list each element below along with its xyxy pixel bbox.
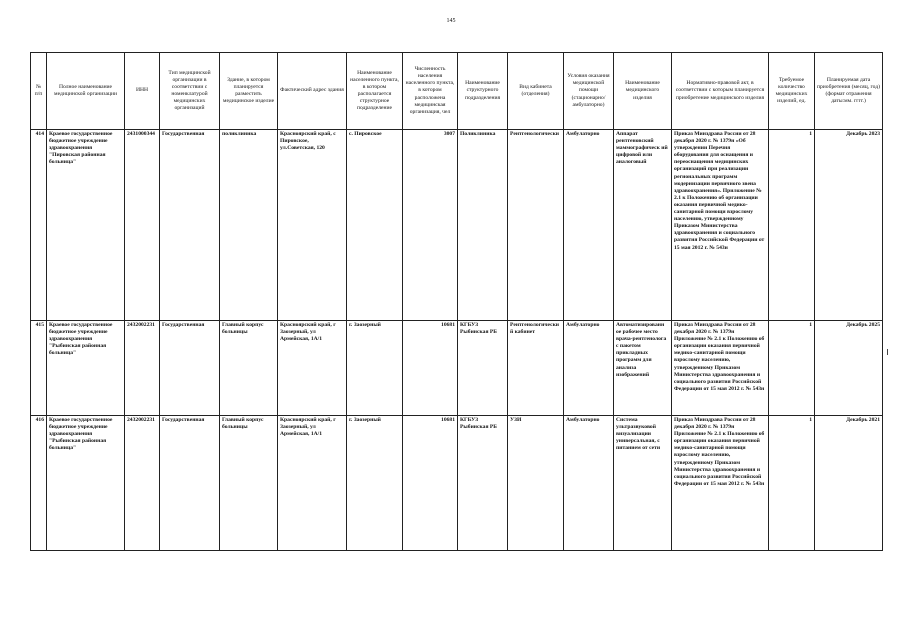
table-row bbox=[31, 130, 883, 321]
cell-conditions: Амбулаторно bbox=[564, 416, 614, 551]
cell-cabinet: Рентгенологически й кабинет bbox=[508, 321, 564, 416]
header-address: Фактический адрес здания bbox=[278, 53, 347, 130]
cell-num: 414 bbox=[31, 130, 47, 321]
cell-cabinet: УЗИ bbox=[508, 416, 564, 551]
cell-address: Красноярский край, г Заозерный, ул Армейская, 1А/1 bbox=[278, 416, 347, 551]
cell-org: Краевое государственное бюджетное учреждение здравоохранения "Рыбинская районная больница" bbox=[47, 321, 125, 416]
cell-device: Автоматизированн ое рабочее место врача-рентгенолога с пакетом прикладных программ для анализа изображений bbox=[614, 321, 672, 416]
cell-type: Государственная bbox=[160, 416, 220, 551]
header-date: Планируемая дата приобретения (месяц, год) (формат отражения даты:мм. гггг.) bbox=[815, 53, 883, 130]
cell-settlement: с. Пировское bbox=[347, 130, 403, 321]
table-row bbox=[31, 321, 883, 416]
cell-date: Декабрь 2021 bbox=[815, 416, 883, 551]
cell-building: поликлиника bbox=[220, 130, 278, 321]
cell-quantity: 1 bbox=[769, 416, 815, 551]
table-row bbox=[31, 416, 883, 551]
cell-settlement: г. Заозерный bbox=[347, 321, 403, 416]
header-row bbox=[31, 53, 883, 130]
cell-unit: Поликлиника bbox=[458, 130, 508, 321]
equipment-table bbox=[30, 52, 883, 551]
cell-unit: КГБУЗ Рыбинская РБ bbox=[458, 321, 508, 416]
cell-inn: 2431000344 bbox=[125, 130, 160, 321]
header-device: Наименование медицинского изделия bbox=[614, 53, 672, 130]
cell-conditions: Амбулаторно bbox=[564, 130, 614, 321]
cell-device: Аппарат рентгеновский маммографическ ий цифровой или аналоговый bbox=[614, 130, 672, 321]
header-quantity: Требуемое количество медицинских изделий, ед. bbox=[769, 53, 815, 130]
cell-population: 10681 bbox=[403, 416, 458, 551]
header-inn: ИНН bbox=[125, 53, 160, 130]
cell-act: Приказ Минздрава России от 28 декабря 2020 г. № 1379н Приложение № 2.1 к Положению об организации оказания первичной медико-санитарной помощи взрослому населению, утвержденному Приказом Министерства здравоохранения и социального развития Российской Федерации от 15 мая 2012 г. № 543н bbox=[672, 416, 769, 551]
cell-conditions: Амбулаторно bbox=[564, 321, 614, 416]
cell-quantity: 1 bbox=[769, 130, 815, 321]
cell-date: Декабрь 2025 bbox=[815, 321, 883, 416]
cell-settlement: г. Заозерный bbox=[347, 416, 403, 551]
cell-address: Красноярский край, с Пировское, ул.Советская, 120 bbox=[278, 130, 347, 321]
cell-address: Красноярский край, г Заозерный, ул Армейская, 1А/1 bbox=[278, 321, 347, 416]
cell-building: Главный корпус больницы bbox=[220, 321, 278, 416]
cell-num: 415 bbox=[31, 321, 47, 416]
header-cabinet: Вид кабинета (отделения) bbox=[508, 53, 564, 130]
cell-inn: 2432002231 bbox=[125, 416, 160, 551]
header-building: Здание, в котором планируется разместить медицинское изделие bbox=[220, 53, 278, 130]
cell-building: Главный корпус больницы bbox=[220, 416, 278, 551]
cell-device: Система ультразвуковой визуализации универсальная, с питанием от сети bbox=[614, 416, 672, 551]
header-num: № п/п bbox=[31, 53, 47, 130]
margin-mark bbox=[887, 349, 888, 355]
cell-type: Государственная bbox=[160, 321, 220, 416]
cell-unit: КГБУЗ Рыбинская РБ bbox=[458, 416, 508, 551]
cell-org: Краевое государственное бюджетное учреждение здравоохранения "Рыбинская районная больница" bbox=[47, 416, 125, 551]
header-conditions: Условия оказания медицинской помощи (стационарно/ амбулаторно) bbox=[564, 53, 614, 130]
cell-population: 3007 bbox=[403, 130, 458, 321]
cell-date: Декабрь 2023 bbox=[815, 130, 883, 321]
cell-num: 416 bbox=[31, 416, 47, 551]
cell-type: Государственная bbox=[160, 130, 220, 321]
cell-quantity: 1 bbox=[769, 321, 815, 416]
cell-org: Краевое государственное бюджетное учреждение здравоохранения "Пировская районная больница" bbox=[47, 130, 125, 321]
header-settlement: Наименование населенного пункта, в котором располагается структурное подразделение bbox=[347, 53, 403, 130]
cell-cabinet: Рентгенологически bbox=[508, 130, 564, 321]
cell-population: 10681 bbox=[403, 321, 458, 416]
header-org: Полное наименование медицинской организации bbox=[47, 53, 125, 130]
header-population: Численность населения населенного пункта, в котором расположена медицинская организация, чел bbox=[403, 53, 458, 130]
cell-act: Приказ Минздрава России от 28 декабря 2020 г. № 1379н Приложение № 2.1 к Положению об организации оказания первичной медико-санитарной помощи взрослому населению, утвержденному Приказом Министерства здравоохранения и социального развития Российской Федерации от 15 мая 2012 г. № 543н bbox=[672, 321, 769, 416]
cell-inn: 2432002231 bbox=[125, 321, 160, 416]
header-unit: Наименование структурного подразделения bbox=[458, 53, 508, 130]
cell-act: Приказ Минздрава России от 28 декабря 2020 г. № 1379н «Об утверждении Перечня оборудования для оснащения и переоснащения медицинских организаций при реализации региональных программ модернизации первичного звена здравоохранения». Приложение № 2.1 к Положению об организации оказания первичной медико-санитарной помощи взрослому населению, утвержденному Приказом Министерства здравоохранения и социального развития Российской Федерации от 15 мая 2012 г. № 543н bbox=[672, 130, 769, 321]
page-number: 145 bbox=[446, 18, 456, 24]
header-act: Нормативно-правовой акт, в соответствии с которым планируется приобретение медицинского изделия bbox=[672, 53, 769, 130]
header-type: Тип медицинской организации в соответствии с номенклатурой медицинских организаций bbox=[160, 53, 220, 130]
